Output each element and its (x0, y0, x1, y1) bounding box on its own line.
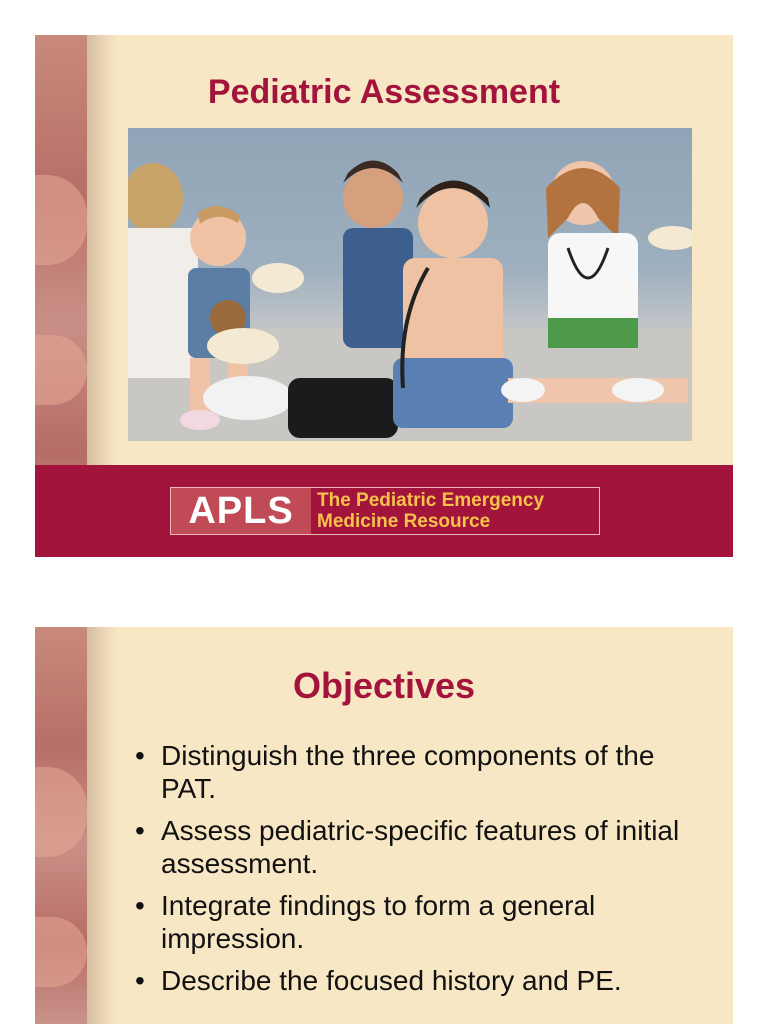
logo-line-2: Medicine Resource (317, 511, 491, 532)
list-item: • Assess pediatric-specific features of initial assessment. (135, 814, 695, 880)
apls-banner (35, 465, 733, 557)
slide-title: Objectives (292, 665, 476, 706)
objectives-list (135, 739, 695, 1006)
side-shape (35, 917, 87, 987)
side-shape (35, 335, 87, 405)
side-shape (35, 175, 87, 265)
apls-logo (170, 487, 600, 535)
logo-line-1: The Pediatric Emergency (317, 490, 545, 511)
list-item: • Distinguish the three components of the PAT. (135, 739, 695, 805)
side-shape (35, 767, 87, 857)
apls-logo-text (311, 488, 544, 534)
list-item: • Integrate findings to form a general impression. (135, 889, 695, 955)
apls-logo-mark: APLS (171, 488, 311, 534)
slide-pediatric-assessment (35, 35, 733, 557)
list-item: • Describe the focused history and PE. (135, 964, 695, 997)
slide-objectives (35, 627, 733, 1024)
children-exam-photo (128, 128, 692, 441)
slide-title: Pediatric Assessment (207, 73, 561, 111)
